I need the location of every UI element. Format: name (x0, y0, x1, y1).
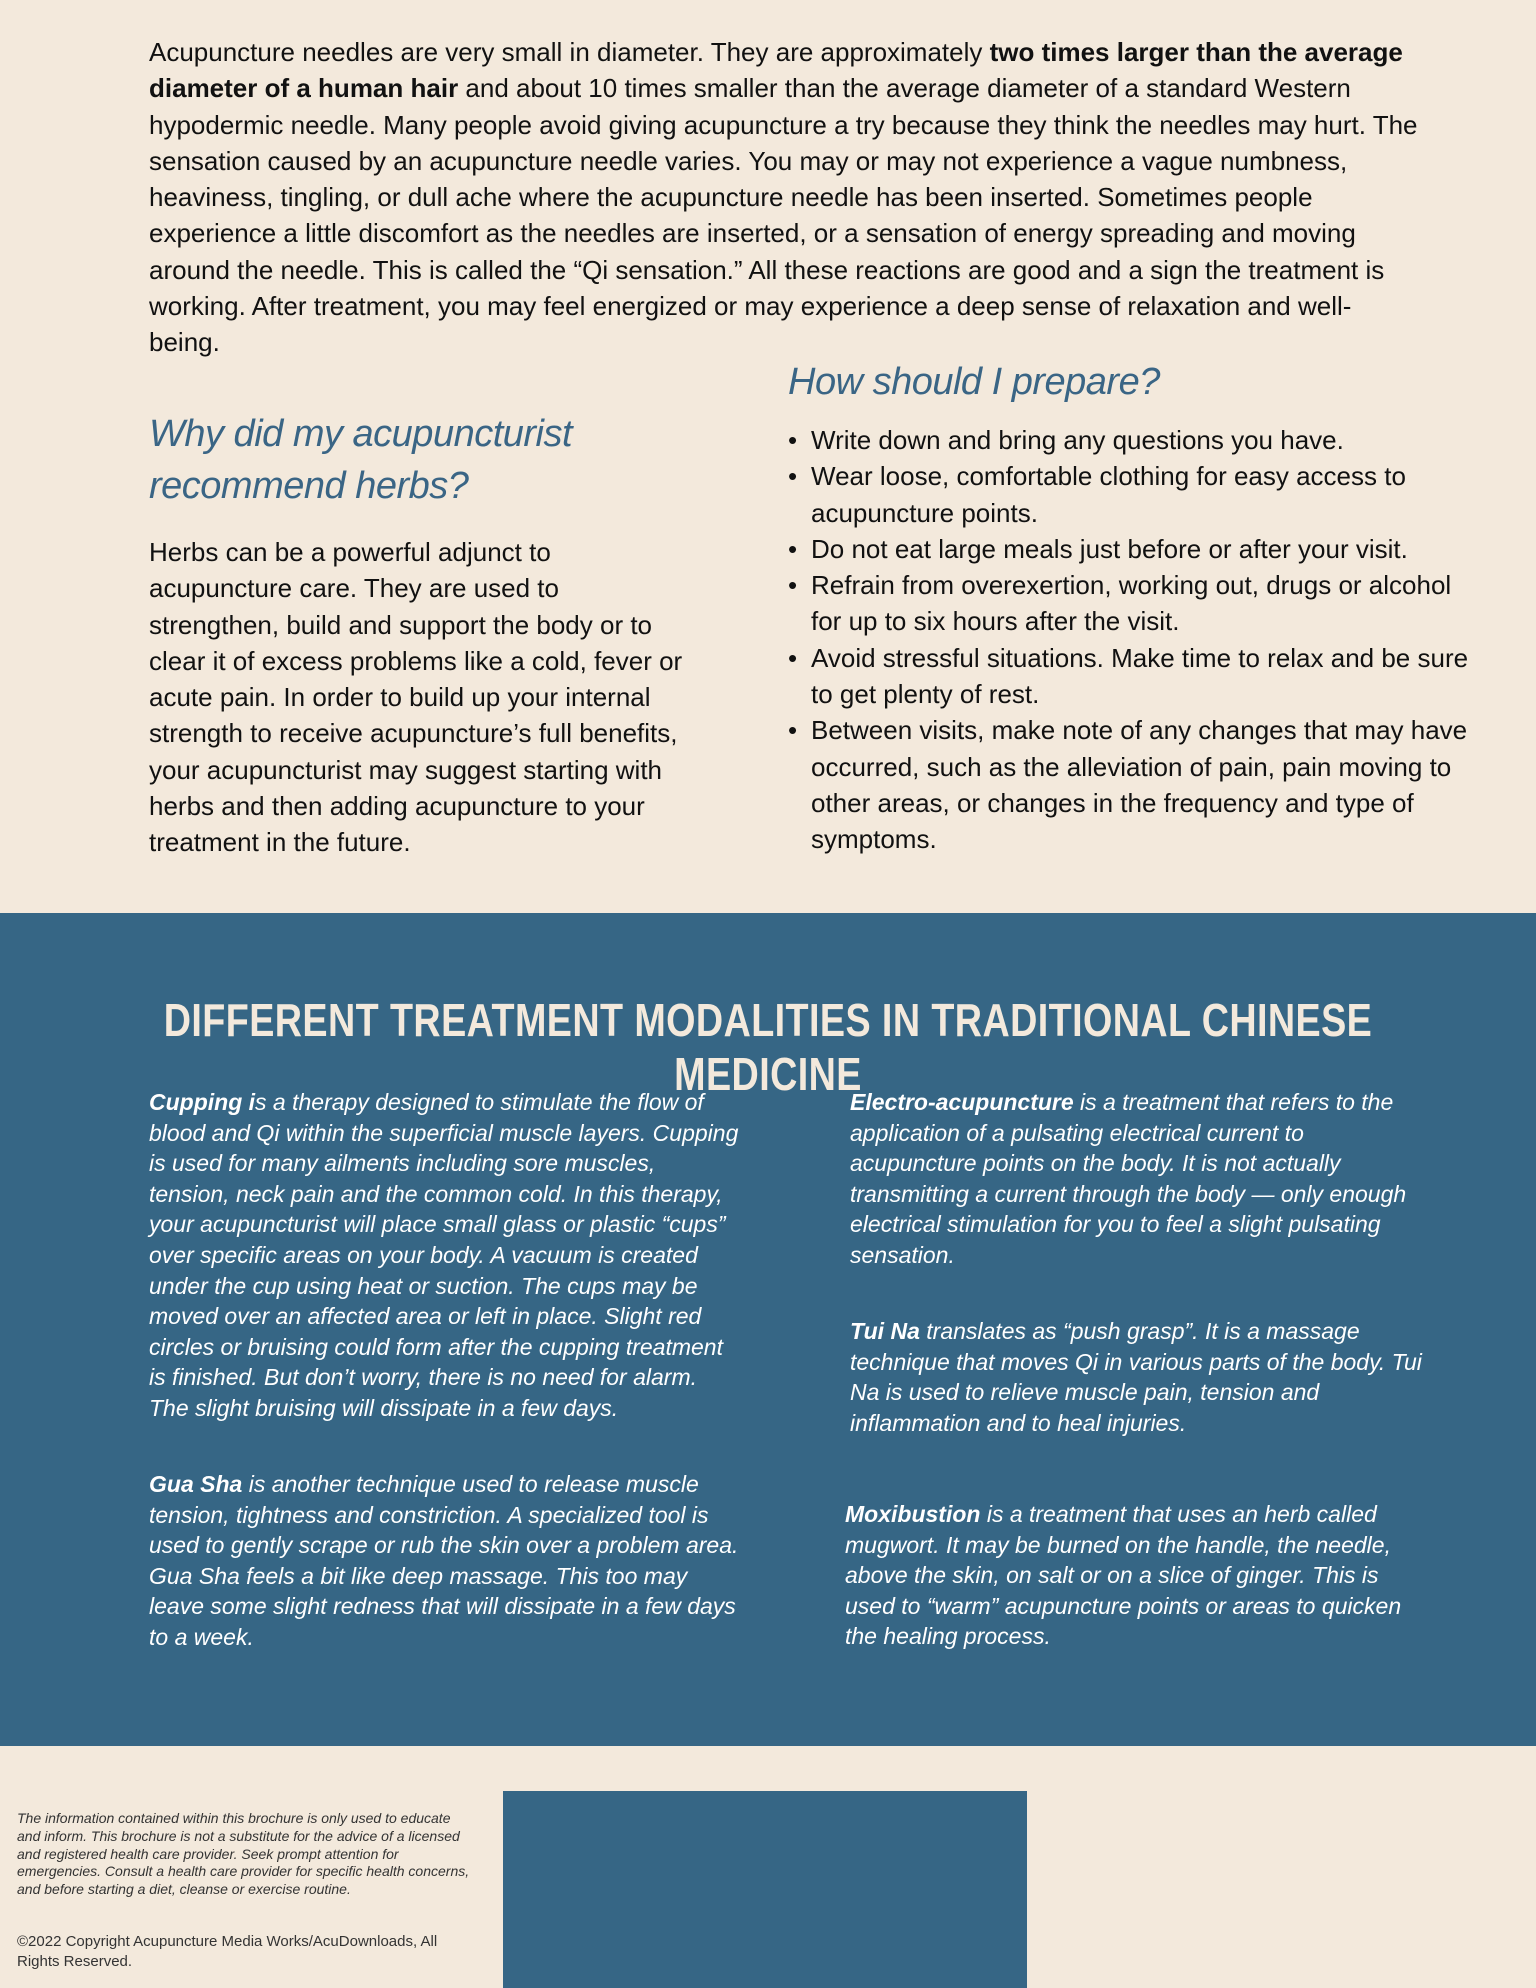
copyright-text: ©2022 Copyright Acupuncture Media Works/AcuDownloads, All Rights Reserved. (17, 1933, 438, 1970)
list-item (788, 712, 1488, 857)
electro-text: is a treatment that refers to the application of a pulsating electrical current to acupuncture points on the body. It is not actually transmitting a current through the body — only enough electrical stimulation for you to feel a slight pulsating sensation. (850, 1089, 1407, 1268)
list-item-text: Write down and bring any questions you have. (811, 425, 1344, 455)
disclaimer-text: The information contained within this brochure is only used to educate and inform. This brochure is not a substitute for the advice of a licensed and registered health care provider. Seek prompt attention for emergencies. Consult a health care provider for specific health concerns, and before starting a diet, cleanse or exercise routine. (17, 1810, 470, 1898)
list-item-text: Refrain from overexertion, working out, drugs or alcohol for up to six hours after the visit. (811, 570, 1452, 637)
bullet-icon: • (788, 425, 798, 455)
list-item (788, 422, 1488, 458)
list-item-text: Between visits, make note of any changes that may have occurred, such as the alleviation of pain, pain moving to other areas, or changes in the frequency and type of symptoms. (811, 715, 1468, 855)
prepare-section (788, 356, 1488, 858)
tuina-text: translates as “push grasp”. It is a massage technique that moves Qi in various parts of the body. Tui Na is used to relieve muscle pain, tension and inflammation and to heal injuries. (850, 1318, 1422, 1436)
list-item-text: Avoid stressful situations. Make time to relax and be sure to get plenty of rest. (811, 642, 1469, 710)
guasha-paragraph (149, 1469, 739, 1653)
herbs-section (149, 408, 689, 861)
tuina-paragraph (850, 1316, 1430, 1438)
moxibustion-text: is a treatment that uses an herb called mugwort. It may be burned on the handle, the needle, above the skin, on salt or on a slice of ginger. This is used to “warm” acupuncture points or areas to quicken the healing process. (845, 1501, 1402, 1650)
intro-text-start: Acupuncture needles are very small in diameter. They are approximately (149, 37, 990, 67)
intro-paragraph (149, 34, 1419, 361)
list-item-text: Wear loose, comfortable clothing for easy access to acupuncture points. (811, 461, 1406, 528)
list-item (788, 458, 1488, 531)
herbs-heading: Why did my acupuncturist recommend herbs? (149, 413, 573, 507)
bullet-icon: • (788, 533, 798, 564)
tuina-term: Tui Na (850, 1318, 920, 1344)
electro-paragraph (850, 1087, 1430, 1271)
bullet-icon: • (788, 642, 798, 673)
list-item (788, 531, 1488, 567)
moxibustion-paragraph (845, 1499, 1430, 1652)
modalities-band (0, 913, 1536, 1746)
prepare-list (788, 422, 1488, 858)
cupping-term: Cupping i (149, 1089, 256, 1115)
cupping-text: s a therapy designed to stimulate the flow of blood and Qi within the superficial muscle layers. Cupping is used for many ailments including sore muscles, tension, neck pain and the common cold. In this therapy, your acupuncturist will place small glass or plastic “cups” over specific areas on your body. A vacuum is created under the cup using heat or suction. The cups may be moved over an affected area or left in place. Slight red circles or bruising could form after the cupping treatment is finished. But don’t worry, there is no need for alarm. The slight bruising will dissipate in a few days. (149, 1089, 739, 1421)
intro-bold-text: two times larger than the average diameter of a human hair (149, 37, 1403, 104)
moxibustion-term: Moxibustion (845, 1501, 981, 1527)
cupping-paragraph (149, 1087, 739, 1424)
bullet-icon: • (788, 570, 798, 601)
list-item (788, 640, 1488, 713)
modalities-title: DIFFERENT TREATMENT MODALITIES IN TRADITIONAL CHINESE MEDICINE (163, 994, 1373, 1100)
guasha-term: Gua Sha (149, 1471, 243, 1497)
list-item-text: Do not eat large meals just before or after your visit. (811, 533, 1408, 564)
footer-blue-panel (503, 1791, 1027, 1988)
electro-term: Electro-acupuncture (850, 1089, 1074, 1115)
list-item (788, 567, 1488, 640)
prepare-heading: How should I prepare? (788, 361, 1160, 403)
herbs-body: Herbs can be a powerful adjunct to acupuncture care. They are used to strengthen, build and support the body or to clear it of excess problems like a cold, fever or acute pain. In order to build up your internal strength to receive acupuncture’s full benefits, your acupuncturist may suggest starting with herbs and then adding acupuncture to your treatment in the future. (149, 537, 683, 858)
intro-text-end: and about 10 times smaller than the average diameter of a standard Western hypodermic needle. Many people avoid giving acupuncture a try because they think the needles may hurt. The sensation caused by an acupuncture needle varies. You may or may not experience a vague numbness, heaviness, tingling, or dull ache where the acupuncture needle has been inserted. Sometimes people experience a little discomfort as the needles are inserted, or a sensation of energy spreading and moving around the needle. This is called the “Qi sensation.” All these reactions are good and a sign the treatment is working. After treatment, you may feel energized or may experience a deep sense of relaxation and well-being. (149, 73, 1418, 358)
bullet-icon: • (788, 461, 798, 492)
guasha-text: is another technique used to release muscle tension, tightness and constriction. A specialized tool is used to gently scrape or rub the skin over a problem area. Gua Sha feels a bit like deep massage. This too may leave some slight redness that will dissipate in a few days to a week. (149, 1471, 739, 1650)
bullet-icon: • (788, 715, 798, 746)
